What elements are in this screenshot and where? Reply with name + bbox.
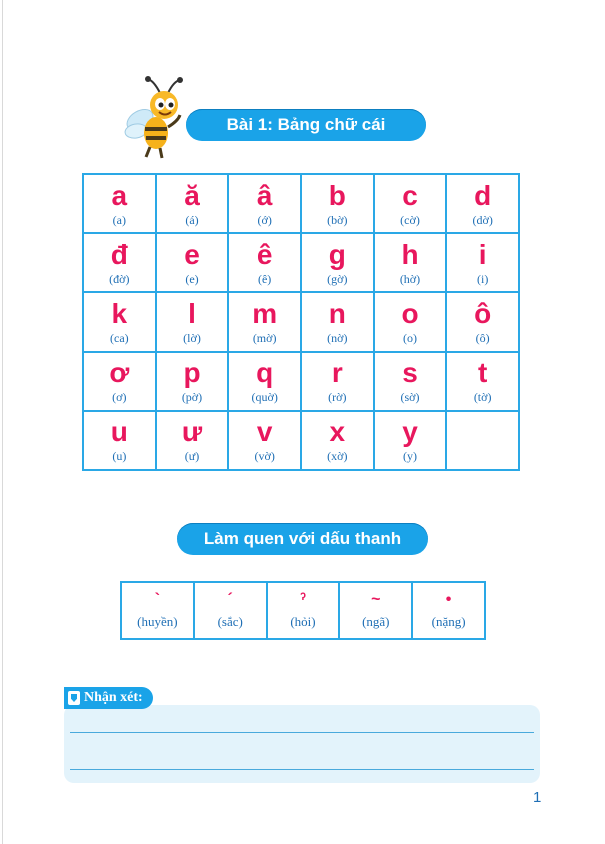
letter-name: (mờ)	[252, 330, 277, 345]
alphabet-cell	[229, 353, 302, 412]
letter-name: (nờ)	[327, 330, 348, 345]
alphabet-cell	[302, 353, 375, 412]
alphabet-cell	[375, 293, 448, 352]
letter-name: (e)	[185, 271, 199, 286]
tone-mark: `	[154, 590, 161, 608]
letter-name: (rờ)	[328, 390, 347, 405]
alphabet-cell	[229, 234, 302, 293]
letter: ê	[256, 238, 273, 270]
tone-name: (sắc)	[217, 613, 243, 629]
alphabet-cell	[375, 175, 448, 234]
alphabet-cell	[157, 175, 230, 234]
letter-name: (i)	[476, 271, 489, 286]
page-number: 1	[533, 789, 542, 806]
letter: y	[402, 416, 418, 448]
tone-name: (hỏi)	[290, 613, 316, 629]
tone-mark: ´	[227, 590, 233, 608]
alphabet-cell	[302, 234, 375, 293]
tone-name: (huyền)	[137, 613, 178, 629]
tone-mark: ˀ	[299, 590, 306, 608]
alphabet-cell	[447, 293, 520, 352]
tone-mark: ~	[371, 590, 381, 608]
alphabet-cell	[302, 412, 375, 471]
alphabet-cell	[84, 412, 157, 471]
letter: d	[474, 179, 492, 211]
letter: e	[184, 238, 200, 270]
alphabet-cell	[229, 293, 302, 352]
writing-line	[70, 732, 534, 733]
alphabet-cell	[302, 175, 375, 234]
letter-name: (dờ)	[472, 212, 493, 227]
remark-writing-area[interactable]	[64, 705, 540, 783]
letter: v	[256, 416, 273, 448]
letter: m	[252, 297, 278, 329]
letter: p	[183, 357, 201, 389]
letter-name: (hờ)	[399, 271, 421, 286]
pencil-icon	[68, 691, 80, 705]
letter: h	[401, 238, 419, 270]
letter: â	[256, 179, 273, 211]
letter: o	[401, 297, 419, 329]
tone-mark: •	[445, 590, 452, 608]
alphabet-cell	[447, 175, 520, 234]
letter: ô	[474, 297, 492, 329]
remark-label: Nhận xét:	[84, 690, 143, 705]
page-edge	[2, 0, 3, 844]
alphabet-cell	[157, 293, 230, 352]
letter: r	[331, 357, 343, 389]
tone-marks-table	[120, 581, 486, 640]
writing-line	[70, 769, 534, 770]
letter-name: (ca)	[110, 330, 129, 345]
letter-name: (xờ)	[327, 449, 348, 464]
letter-name: (pờ)	[181, 390, 203, 405]
tone-cell	[122, 583, 195, 640]
letter-name: (o)	[402, 330, 417, 345]
tones-title: Làm quen với dấu thanh	[177, 523, 428, 555]
letter-name: (vờ)	[254, 449, 275, 464]
letter: t	[477, 357, 488, 389]
letter-name: (ơ)	[112, 390, 127, 405]
letter-name: (bờ)	[327, 212, 348, 227]
alphabet-cell	[84, 353, 157, 412]
alphabet-cell	[375, 353, 448, 412]
tone-name: (nặng)	[431, 613, 466, 629]
letter: b	[328, 179, 346, 211]
letter: g	[328, 238, 346, 270]
alphabet-cell	[375, 412, 448, 471]
letter-name: (quờ)	[251, 390, 278, 405]
letter: a	[111, 179, 128, 211]
alphabet-cell	[157, 234, 230, 293]
alphabet-cell	[447, 353, 520, 412]
letter: i	[478, 238, 487, 270]
letter: ư	[181, 416, 203, 448]
lesson-title: Bài 1: Bảng chữ cái	[186, 109, 426, 141]
letter-name: (a)	[112, 212, 126, 227]
letter-name: (đờ)	[109, 271, 130, 286]
tone-name: (ngã)	[362, 613, 390, 629]
letter: x	[329, 416, 346, 448]
letter: l	[188, 297, 196, 329]
alphabet-cell	[375, 234, 448, 293]
alphabet-cell	[229, 412, 302, 471]
letter: đ	[110, 238, 128, 270]
letter-name: (lờ)	[183, 330, 201, 345]
tone-cell	[413, 583, 486, 640]
letter-name: (u)	[112, 449, 127, 464]
letter-name: (á)	[185, 212, 199, 227]
letter: n	[328, 297, 346, 329]
alphabet-cell	[157, 412, 230, 471]
tone-cell	[340, 583, 413, 640]
letter: u	[110, 416, 128, 448]
letter-name: (y)	[402, 449, 417, 464]
letter-name: (sờ)	[400, 390, 420, 405]
alphabet-cell	[84, 234, 157, 293]
alphabet-cell	[84, 293, 157, 352]
letter-name: (ô)	[475, 330, 490, 345]
letter-name: (cờ)	[400, 212, 420, 227]
letter: ơ	[109, 357, 130, 389]
letter-name: (ê)	[257, 271, 272, 286]
alphabet-table	[82, 173, 520, 471]
alphabet-cell	[447, 234, 520, 293]
letter-name: (ớ)	[257, 212, 272, 227]
letter: q	[256, 357, 274, 389]
letter: ă	[184, 179, 200, 211]
letter: k	[111, 297, 128, 329]
letter-name: (tờ)	[473, 390, 492, 405]
bee-icon	[120, 75, 190, 160]
tone-cell	[195, 583, 268, 640]
letter-name: (ư)	[184, 449, 200, 464]
tone-cell	[268, 583, 341, 640]
remark-header	[64, 687, 153, 709]
alphabet-cell	[84, 175, 157, 234]
alphabet-cell	[302, 293, 375, 352]
alphabet-cell	[229, 175, 302, 234]
alphabet-cell	[447, 412, 520, 471]
letter: s	[402, 357, 418, 389]
alphabet-cell	[157, 353, 230, 412]
letter: c	[402, 179, 418, 211]
letter-name: (gờ)	[327, 271, 348, 286]
